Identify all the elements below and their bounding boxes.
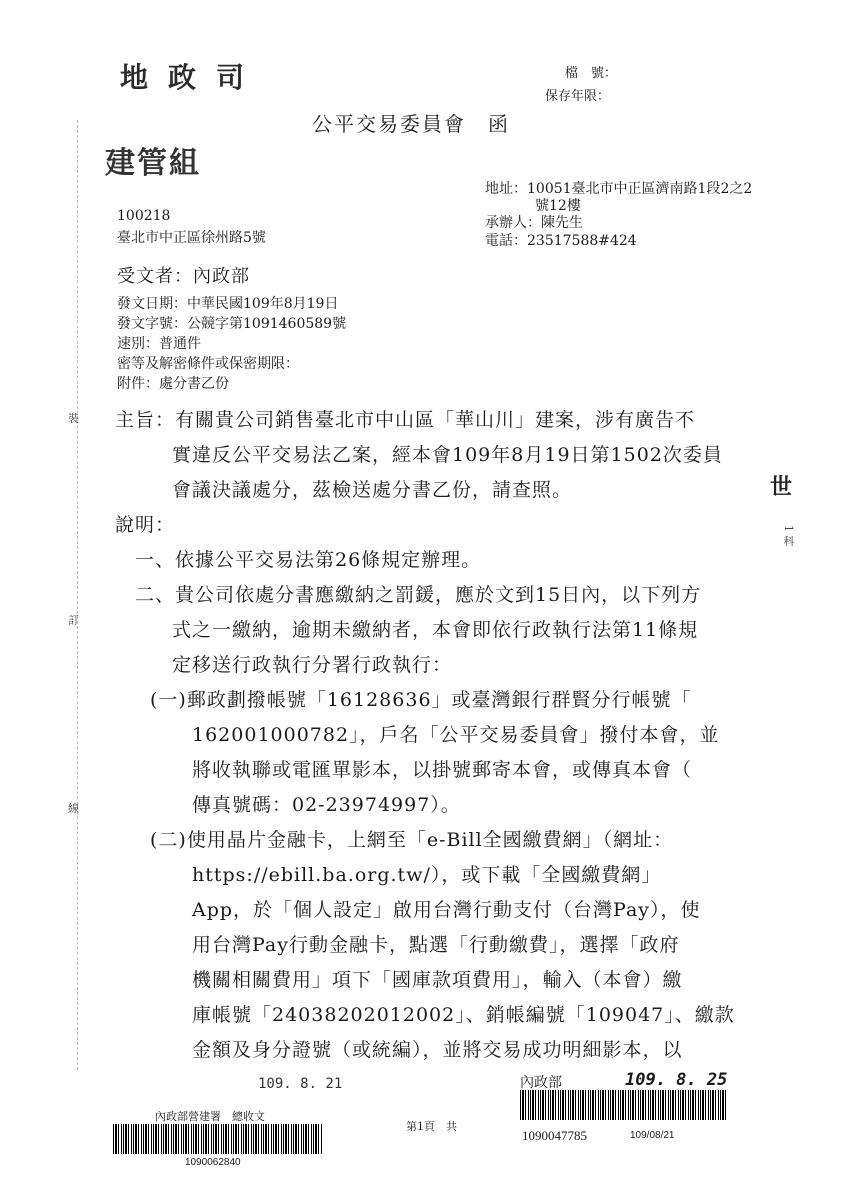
ministry-receive-date-stamp: 109. 8. 25 [625,1070,728,1090]
meta-date: 發文日期：中華民國109年8月19日 [117,296,339,312]
barcode-right-date: 109/08/21 [630,1130,675,1141]
sub-item-2-line: 機關相關費用」項下「國庫款項費用」，輸入（本會）繳 [192,969,683,991]
meta-attachment: 附件：處分書乙份 [117,376,229,392]
explain-item-2-line: 二、貴公司依處分書應繳納之罰鍰，應於文到15日內，以下列方 [135,584,702,606]
barcode-right-number: 1090047785 [522,1128,587,1143]
sub-item-1-line: 162001000782」，戶名「公平交易委員會」撥付本會，並 [192,724,720,746]
binding-mark-ding: 訂 [68,614,79,627]
explain-item-1: 一、依據公平交易法第26條規定辦理。 [135,549,482,571]
sender-address: 地址：10051臺北市中正區濟南路1段2之2 [485,181,753,197]
binding-mark-xian: 線 [68,802,79,815]
subject-line: 實違反公平交易法乙案，經本會109年8月19日第1502次委員 [172,444,723,466]
sender-contact: 承辦人：陳先生 [485,215,583,231]
file-number-label: 檔 號： [565,66,618,81]
sub-item-2-line: (二)使用晶片金融卡，上網至「e-Bill全國繳費網」（網址： [150,829,674,851]
group-stamp: 建管組 [105,146,201,181]
sub-item-1-line: 傳真號碼：02-23974997）。 [192,794,461,816]
recipient-address: 臺北市中正區徐州路5號 [117,230,266,246]
meta-recipient: 受文者：內政部 [117,266,250,287]
retention-label: 保存年限： [545,89,611,104]
meta-speed: 速別：普通件 [117,336,201,352]
sub-item-2-line: https://ebill.ba.org.tw/），或下載「全國繳費網」 [192,864,662,886]
barcode-left-number: 1090062840 [185,1157,241,1168]
receiver-label: 內政部營建署 總收文 [155,1111,265,1123]
sub-item-1-line: 將收執聯或電匯單影本，以掛號郵寄本會，或傳真本會（ [192,759,693,781]
sub-item-2-line: 庫帳號「24038202012002」、銷帳編號「109047」、繳款 [192,1004,735,1026]
page-indicator: 第1頁 共 [406,1120,457,1133]
received-date-stamp: 109. 8. 21 [258,1076,343,1092]
handwritten-note-shi: 世 [770,474,793,500]
sub-item-2-line: 金額及身分證號（或統編），並將交易成功明細影本，以 [192,1039,683,1061]
handwritten-note-section: 1 科 [782,525,795,547]
binding-line [77,120,78,1070]
meta-doc-number: 發文字號：公競字第1091460589號 [117,316,347,332]
explain-item-2-line: 式之一繳納，逾期未繳納者，本會即依行政執行法第11條規 [172,619,699,641]
barcode-right [520,1090,728,1120]
sub-item-2-line: App，於「個人設定」啟用台灣行動支付（台灣Pay），使 [192,899,701,921]
meta-secrecy: 密等及解密條件或保密期限： [117,356,299,372]
document-title: 公平交易委員會 函 [312,112,510,136]
subject-line: 會議決議處分，茲檢送處分書乙份，請查照。 [172,479,573,501]
recipient-postcode: 100218 [117,208,171,224]
explain-item-2-line: 定移送行政執行分署行政執行： [172,654,453,676]
dept-stamp: 地政司 [120,61,265,94]
ministry-label: 內政部 [520,1074,562,1090]
sub-item-2-line: 用台灣Pay行動金融卡，點選「行動繳費」，選擇「政府 [192,934,680,956]
sub-item-1-line: (一)郵政劃撥帳號「16128636」或臺灣銀行群賢分行帳號「 [150,689,692,711]
sender-phone: 電話：23517588#424 [485,233,637,249]
barcode-left [113,1124,323,1154]
explain-label: 說明： [115,514,176,536]
subject-line: 主旨：有關貴公司銷售臺北市中山區「華山川」建案，涉有廣告不 [115,409,696,431]
sender-address-cont: 號12樓 [535,198,581,214]
binding-mark-zhuang: 裝 [68,412,79,425]
